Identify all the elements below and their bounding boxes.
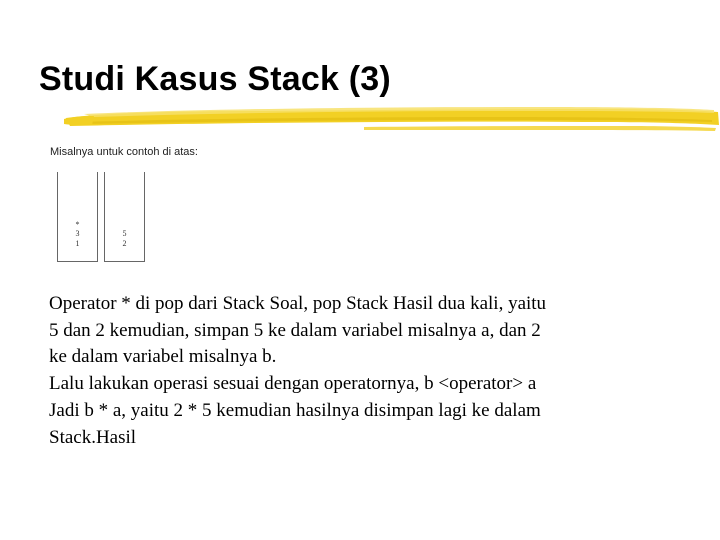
stack-hasil-item: 2: [122, 238, 127, 248]
body-line: Operator * di pop dari Stack Soal, pop Stack Hasil dua kali, yaitu: [49, 293, 547, 314]
stack-soal-item: 1: [75, 238, 80, 248]
example-caption: Misalnya untuk contoh di atas:: [50, 146, 198, 158]
stack-soal-item: *: [75, 219, 80, 229]
slide-title: Studi Kasus Stack (3): [39, 60, 391, 98]
body-line: Lalu lakukan operasi sesuai dengan operatornya, b <operator> a: [49, 373, 537, 395]
stack-hasil-diagram: [104, 172, 145, 262]
body-line: Stack.Hasil: [49, 426, 137, 448]
body-line: Jadi b * a, yaitu 2 * 5 kemudian hasilnya disimpan lagi ke dalam: [49, 399, 541, 421]
body-line: 5 dan 2 kemudian, simpan 5 ke dalam variabel misalnya a, dan 2: [49, 319, 541, 341]
body-line: ke dalam variabel misalnya b.: [49, 346, 277, 368]
body-text: [49, 291, 699, 451]
stack-soal-item: 3: [75, 229, 80, 238]
stack-hasil-item: 5: [122, 229, 127, 238]
title-underline-brush: [64, 100, 720, 134]
stack-soal-diagram: [57, 172, 98, 262]
